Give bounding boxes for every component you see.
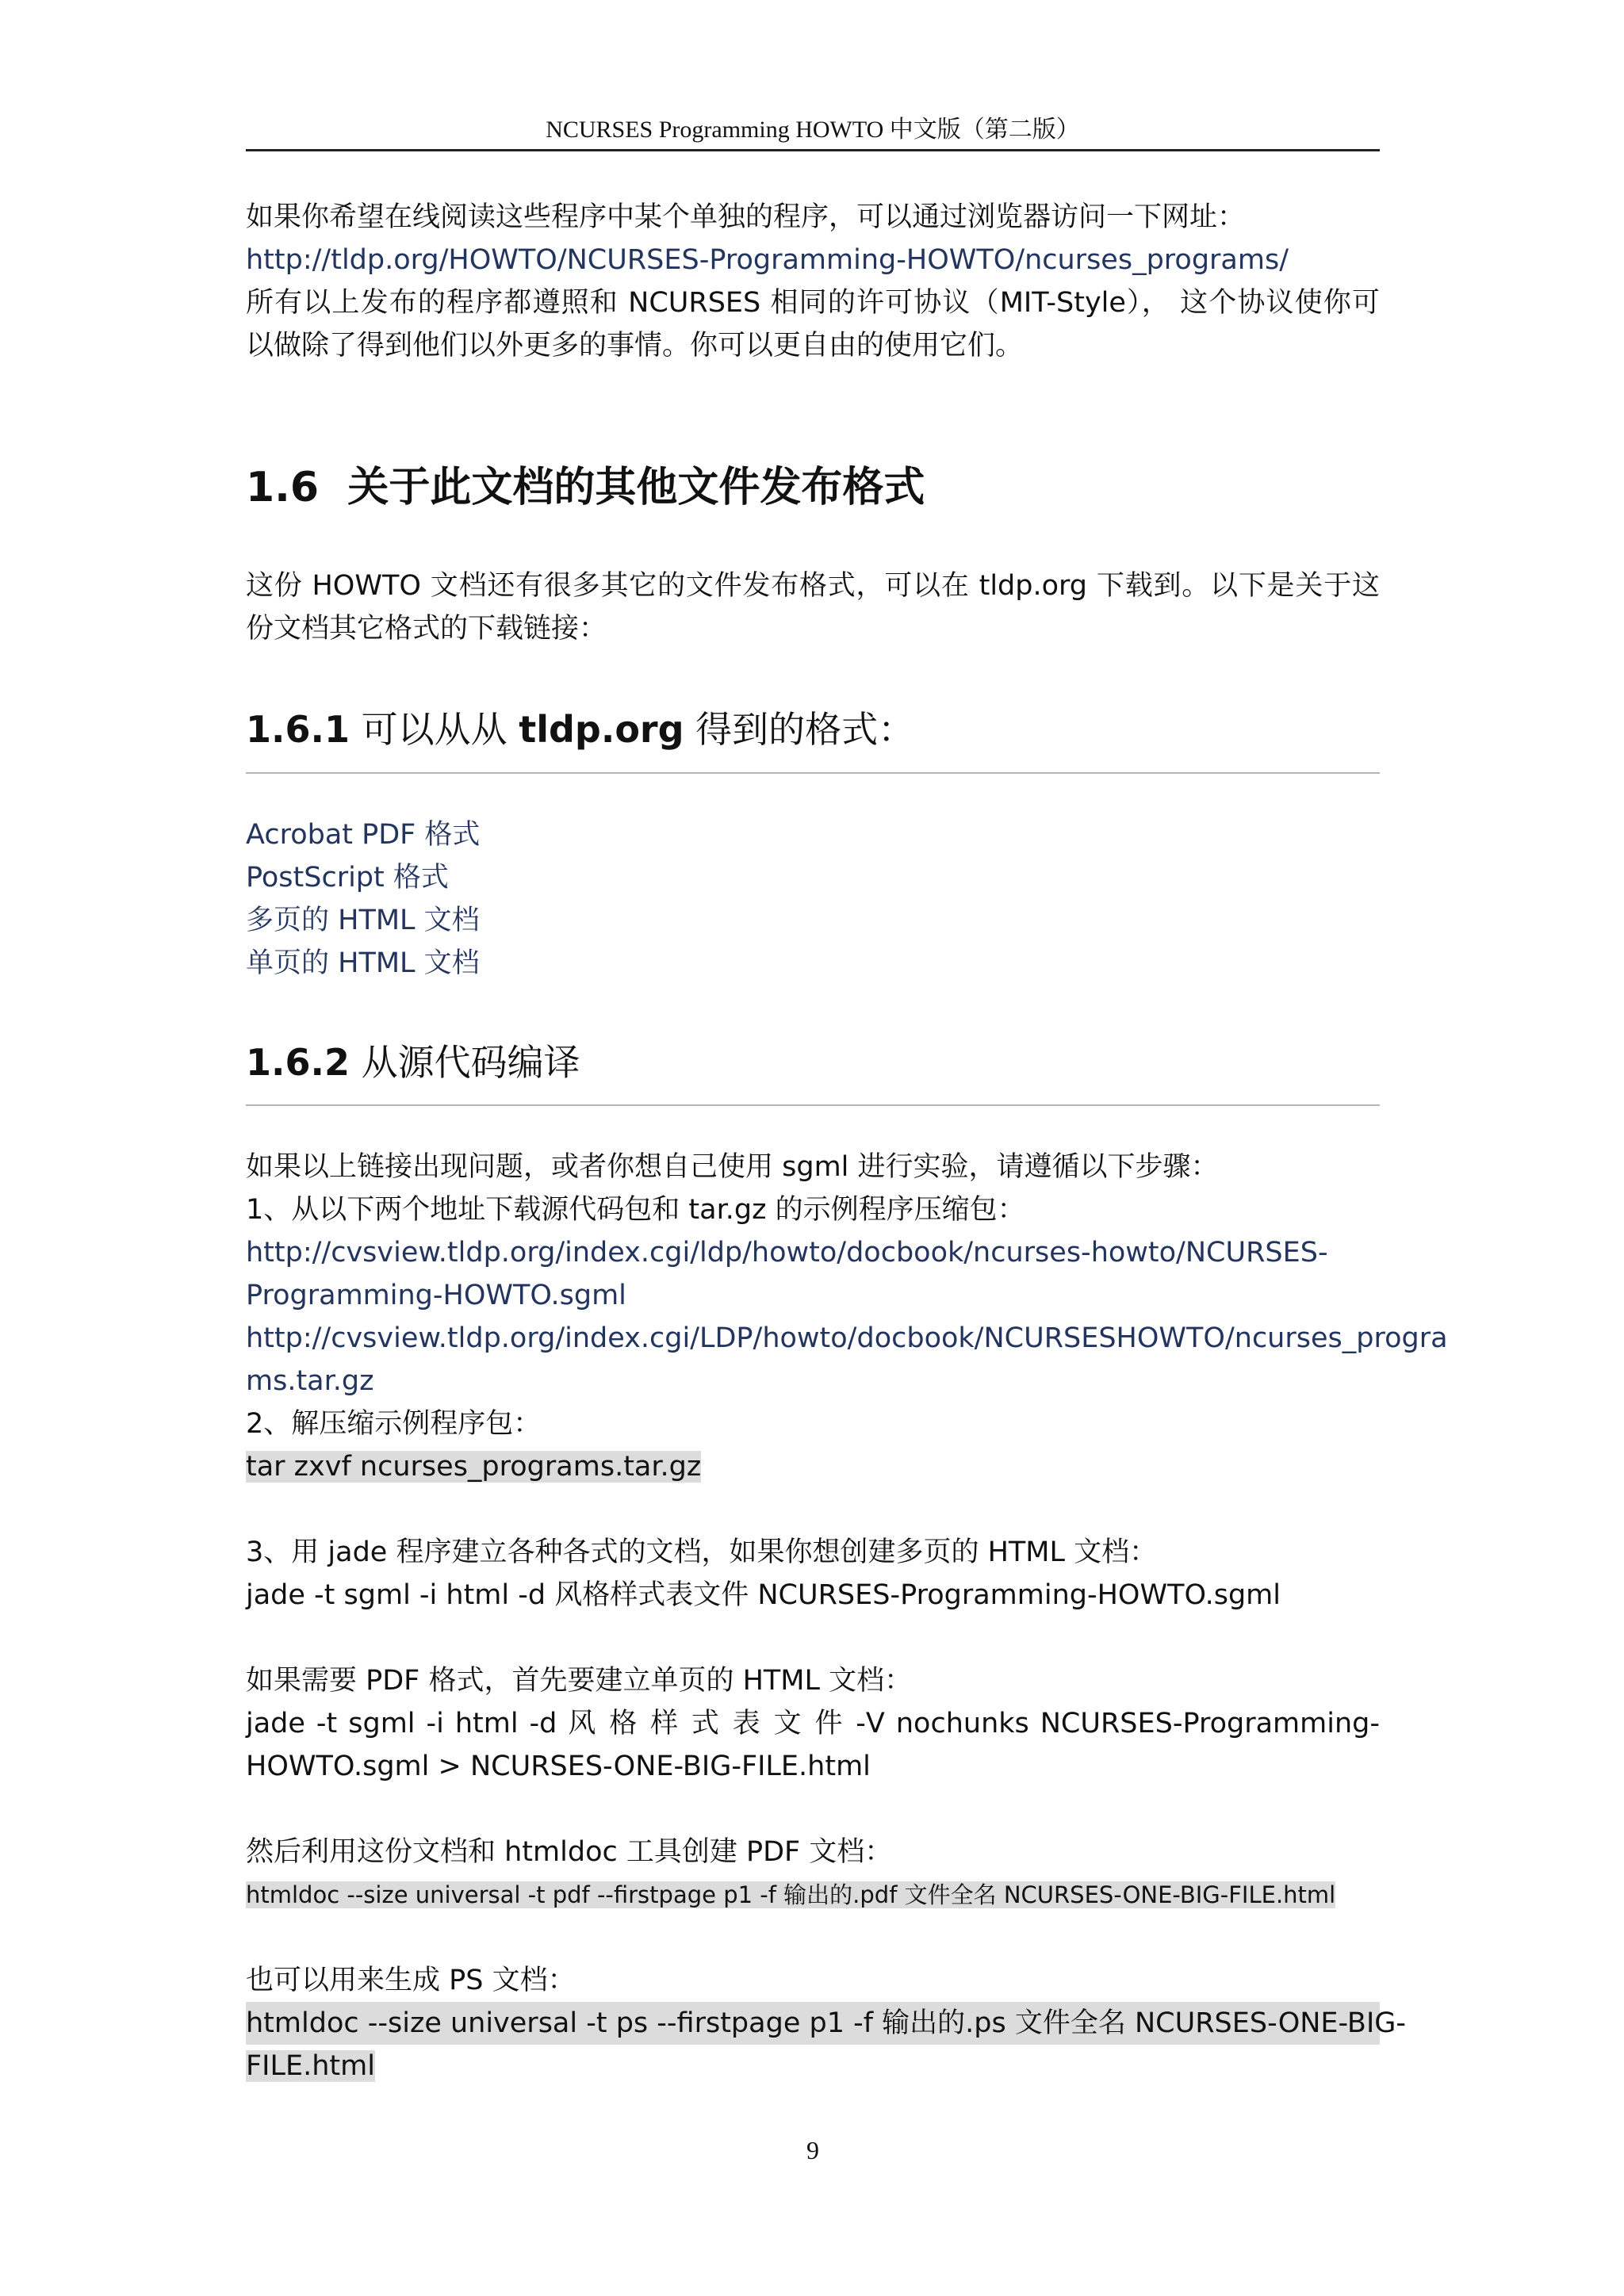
section-1-6-1-rule bbox=[246, 772, 1380, 774]
page-number: 9 bbox=[806, 2136, 819, 2164]
pdf-intro: 如果需要 PDF 格式，首先要建立单页的 HTML 文档： bbox=[246, 1665, 913, 1697]
intro-programs-link[interactable]: http://tldp.org/HOWTO/NCURSES-Programming-HOWTO/ncurses_programs/ bbox=[246, 244, 1289, 276]
tar-command: tar zxvf ncurses_programs.tar.gz bbox=[246, 1451, 702, 1483]
jade-nochunks-command-line-1: jade -t sgml -i html -d 风 格 样 式 表 文 件 -V nochunks NCURSES-Programming- bbox=[246, 1708, 1380, 1739]
htmldoc-ps-command-line-1 bbox=[246, 2002, 1407, 2045]
htmldoc-pdf-intro: 然后利用这份文档和 htmldoc 工具创建 PDF 文档： bbox=[246, 1836, 893, 1868]
section-1-6-heading bbox=[246, 460, 925, 515]
section-1-6-1-number: 1.6.1 bbox=[246, 708, 350, 751]
section-1-6-2-number: 1.6.2 bbox=[246, 1041, 350, 1084]
header-rule bbox=[246, 149, 1380, 151]
build-step-2: 2、解压缩示例程序包： bbox=[246, 1408, 542, 1440]
jade-nochunks-command-line-2: HOWTO.sgml > NCURSES-ONE-BIG-FILE.html bbox=[246, 1751, 871, 1782]
section-1-6-line-1: 这份 HOWTO 文档还有很多其它的文件发布格式，可以在 tldp.org 下载到。以下是关于这 bbox=[246, 570, 1380, 602]
build-step-1: 1、从以下两个地址下载源代码包和 tar.gz 的示例程序压缩包： bbox=[246, 1194, 1025, 1226]
section-1-6-1-title-prefix: 可以从从 bbox=[361, 708, 508, 751]
section-1-6-1-title-suffix: 得到的格式： bbox=[695, 708, 915, 751]
htmldoc-ps-command-line-2 bbox=[246, 2045, 1380, 2087]
running-header: NCURSES Programming HOWTO 中文版（第二版） bbox=[546, 117, 1080, 143]
tar-command-line bbox=[246, 1445, 1380, 1488]
htmldoc-ps-command-part-2: FILE.html bbox=[246, 2050, 375, 2082]
htmldoc-ps-command-part-1: htmldoc --size universal -t ps --firstpage p1 -f 输出的.ps 文件全名 NCURSES-ONE-BIG- bbox=[246, 2002, 1380, 2045]
document-page bbox=[246, 0, 1448, 2296]
intro-line-1: 如果你希望在线阅读这些程序中某个单独的程序，可以通过浏览器访问一下网址： bbox=[246, 201, 1246, 233]
section-1-6-title: 关于此文档的其他文件发布格式 bbox=[347, 464, 925, 511]
intro-line-3: 所有以上发布的程序都遵照和 NCURSES 相同的许可协议（MIT-Style）， 这个协议使你可 bbox=[246, 287, 1380, 319]
source-sgml-link-line-1[interactable]: http://cvsview.tldp.org/index.cgi/ldp/howto/docbook/ncurses-howto/NCURSES- bbox=[246, 1237, 1328, 1269]
programs-tarball-link-line-2[interactable]: ms.tar.gz bbox=[246, 1365, 374, 1397]
section-1-6-2-heading bbox=[246, 1037, 580, 1088]
format-link-html-multi[interactable]: 多页的 HTML 文档 bbox=[246, 905, 480, 936]
htmldoc-pdf-command-line bbox=[246, 1873, 1380, 1916]
intro-line-4: 以做除了得到他们以外更多的事情。你可以更自由的使用它们。 bbox=[246, 330, 1024, 362]
section-1-6-line-2: 份文档其它格式的下载链接： bbox=[246, 613, 607, 645]
format-link-html-single[interactable]: 单页的 HTML 文档 bbox=[246, 947, 480, 979]
build-step-3: 3、用 jade 程序建立各种各式的文档，如果你想创建多页的 HTML 文档： bbox=[246, 1536, 1158, 1568]
build-intro: 如果以上链接出现问题，或者你想自己使用 sgml 进行实验，请遵循以下步骤： bbox=[246, 1151, 1219, 1183]
ps-intro: 也可以用来生成 PS 文档： bbox=[246, 1965, 576, 1996]
htmldoc-pdf-command: htmldoc --size universal -t pdf --firstpage p1 -f 输出的.pdf 文件全名 NCURSES-ONE-BIG-FILE.html bbox=[246, 1881, 1336, 1908]
section-1-6-2-rule bbox=[246, 1104, 1380, 1106]
section-1-6-1-title-site: tldp.org bbox=[519, 708, 684, 751]
format-link-postscript[interactable]: PostScript 格式 bbox=[246, 862, 449, 894]
source-sgml-link-line-2[interactable]: Programming-HOWTO.sgml bbox=[246, 1280, 626, 1311]
jade-multipage-command: jade -t sgml -i html -d 风格样式表文件 NCURSES-Programming-HOWTO.sgml bbox=[246, 1579, 1281, 1611]
section-1-6-1-heading bbox=[246, 704, 914, 755]
section-1-6-number: 1.6 bbox=[246, 464, 320, 511]
section-1-6-2-title: 从源代码编译 bbox=[361, 1041, 580, 1084]
programs-tarball-link-line-1[interactable]: http://cvsview.tldp.org/index.cgi/LDP/howto/docbook/NCURSESHOWTO/ncurses_progra bbox=[246, 1322, 1448, 1354]
format-link-pdf[interactable]: Acrobat PDF 格式 bbox=[246, 819, 481, 851]
